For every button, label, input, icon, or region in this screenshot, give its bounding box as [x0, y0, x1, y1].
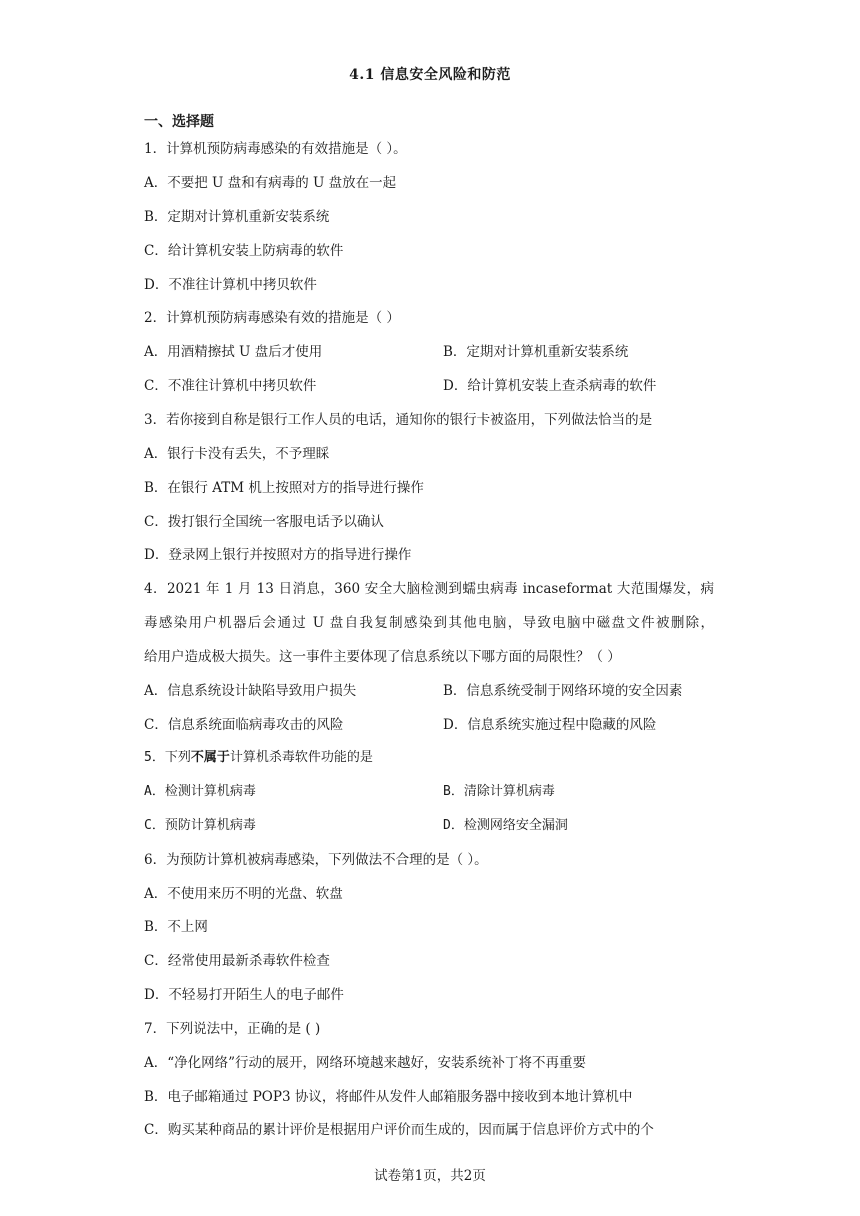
question-4-option-a: A．信息系统设计缺陷导致用户损失: [144, 683, 357, 699]
question-1-stem: 1．计算机预防病毒感染的有效措施是（ ）。: [144, 141, 407, 157]
question-1-option-c: C．给计算机安装上防病毒的软件: [144, 243, 344, 259]
question-5-option-b: B．清除计算机病毒: [443, 784, 555, 799]
question-4-stem-line-2: 毒感染用户机器后会通过 U 盘自我复制感染到其他电脑，导致电脑中磁盘文件被删除，: [144, 615, 714, 631]
question-2-stem: 2．计算机预防病毒感染有效的措施是（ ）: [144, 310, 400, 326]
question-6-option-c: C．经常使用最新杀毒软件检查: [144, 953, 330, 969]
question-4-option-d: D．信息系统实施过程中隐藏的风险: [443, 717, 657, 733]
question-7-option-c: C．购买某种商品的累计评价是根据用户评价而生成的，因而属于信息评价方式中的个: [144, 1122, 654, 1138]
question-5-option-d: D．检测网络安全漏洞: [443, 818, 568, 833]
question-6-option-d: D．不轻易打开陌生人的电子邮件: [144, 987, 344, 1003]
question-3-option-a: A．银行卡没有丢失，不予理睬: [144, 446, 330, 462]
question-2-option-c: C．不准往计算机中拷贝软件: [144, 378, 317, 394]
question-1-option-d: D．不准往计算机中拷贝软件: [144, 277, 317, 293]
question-4-stem-line-1: 4．2021 年 1 月 13 日消息，360 安全大脑检测到蠕虫病毒 incaseformat 大范围爆发，病: [144, 581, 714, 597]
question-3-option-c: C．拨打银行全国统一客服电话予以确认: [144, 514, 384, 530]
question-2-option-a: A．用酒精擦拭 U 盘后才使用: [144, 344, 323, 360]
question-4-option-b: B．信息系统受制于网络环境的安全因素: [443, 683, 683, 699]
question-3-option-d: D．登录网上银行并按照对方的指导进行操作: [144, 547, 412, 563]
question-5-option-a: A．检测计算机病毒: [144, 784, 256, 799]
question-5-option-c: C．预防计算机病毒: [144, 818, 256, 833]
question-7-option-a: A．“净化网络”行动的展开，网络环境越来越好，安装系统补丁将不再重要: [144, 1055, 587, 1071]
question-5-stem-prefix: 5．下列: [144, 750, 191, 765]
question-7-stem: 7．下列说法中，正确的是 ( ): [144, 1021, 321, 1037]
question-1-option-a: A．不要把 U 盘和有病毒的 U 盘放在一起: [144, 175, 397, 191]
question-5-stem-suffix: 计算机杀毒软件功能的是: [229, 750, 373, 765]
page-title: 4.1 信息安全风险和防范: [349, 67, 511, 83]
question-3-stem: 3．若你接到自称是银行工作人员的电话，通知你的银行卡被盗用，下列做法恰当的是: [144, 412, 653, 428]
section-heading: 一、选择题: [144, 114, 214, 130]
question-4-stem-line-3: 给用户造成极大损失。这一事件主要体现了信息系统以下哪方面的局限性？（ ）: [144, 649, 621, 665]
question-6-option-a: A．不使用来历不明的光盘、软盘: [144, 886, 343, 902]
question-6-option-b: B．不上网: [144, 919, 208, 935]
question-1-option-b: B．定期对计算机重新安装系统: [144, 209, 330, 225]
question-7-option-b: B．电子邮箱通过 POP3 协议，将邮件从发件人邮箱服务器中接收到本地计算机中: [144, 1089, 633, 1105]
question-2-option-b: B．定期对计算机重新安装系统: [443, 344, 629, 360]
page-footer: 试卷第1页，共2页: [374, 1168, 486, 1184]
question-3-option-b: B．在银行 ATM 机上按照对方的指导进行操作: [144, 480, 424, 496]
question-4-option-c: C．信息系统面临病毒攻击的风险: [144, 717, 344, 733]
question-5-stem: [144, 748, 373, 768]
question-2-option-d: D．给计算机安装上查杀病毒的软件: [443, 378, 657, 394]
question-5-stem-emphasis: 不属于: [190, 750, 230, 765]
question-6-stem: 6．为预防计算机被病毒感染，下列做法不合理的是（ ）。: [144, 852, 488, 868]
